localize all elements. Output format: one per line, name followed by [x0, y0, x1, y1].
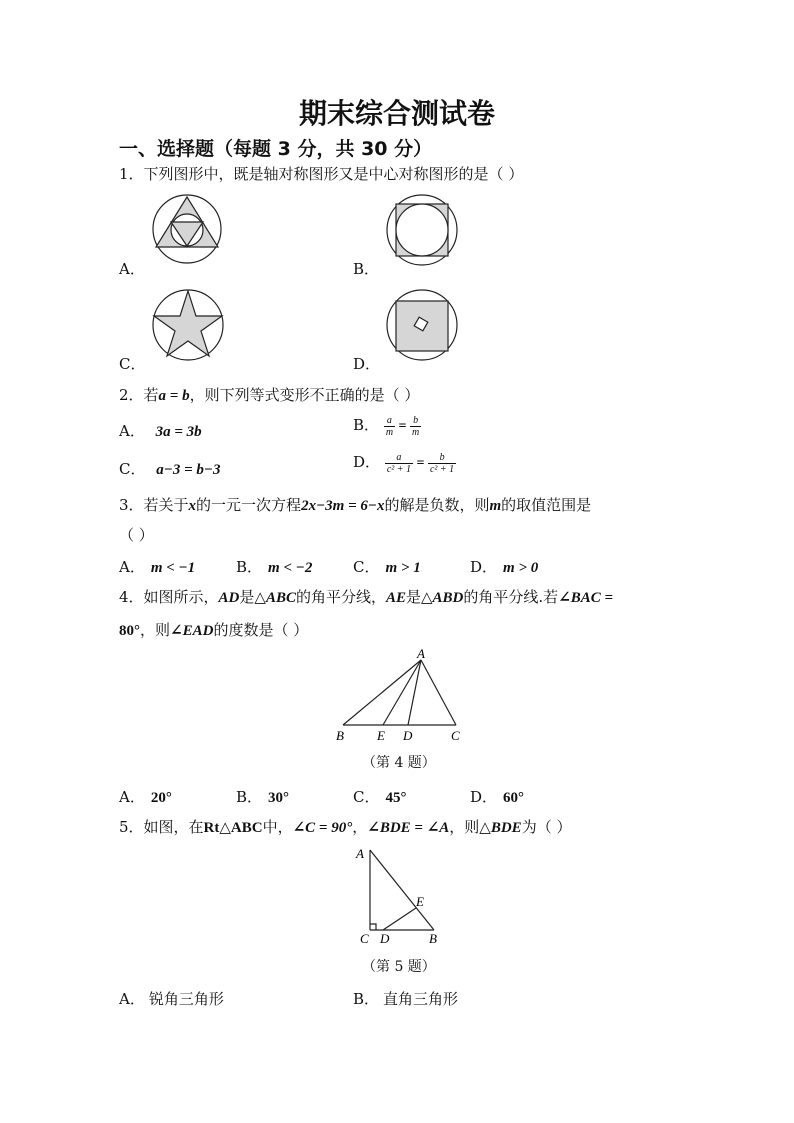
q2-option-c-label: C． [119, 460, 146, 478]
q2-option-c [119, 458, 221, 479]
q2-option-d-frac-left: $\frac{a}{\text{c² + 1}}$ [386, 451, 411, 475]
q5-point-e: E [416, 894, 424, 909]
q2-option-b: B． $\frac{a}{m}$ = $\frac{b}{m}$ [353, 414, 420, 438]
q2-option-b-frac-right: $\frac{b}{m}$ [412, 414, 420, 438]
q2-option-b-label: B． [353, 416, 380, 434]
question-1-stem: 1．下列图形中，既是轴对称图形又是中心对称图形的是（ ） [119, 165, 524, 183]
q5-option-a: A． 锐角三角形 [119, 990, 224, 1008]
q1-option-d-label: D． [353, 355, 381, 373]
q2-option-d-frac-right: $\frac{b}{\text{c² + 1}}$ [429, 451, 455, 475]
figure-square-circles [384, 194, 464, 266]
q5-point-a: A [356, 846, 364, 861]
q1-option-b-label: B． [353, 260, 380, 278]
q3-option-d: D． m > 0 [470, 558, 539, 576]
question-5-stem: 5．如图，在Rt△ABC中，∠C = 90°，∠BDE = ∠A，则△BDE为（ ） [119, 818, 572, 836]
q2-option-d-label: D． [353, 453, 381, 471]
q2-stem-pre: 2．若 [119, 386, 159, 404]
q2-option-a-math: 3a = 3b [155, 424, 202, 440]
q4-option-c: C． 45° [353, 788, 407, 806]
q2-stem-post: ，则下列等式变形不正确的是（ ） [189, 386, 420, 404]
q5-point-d: D [380, 931, 390, 946]
q3-option-a: A． m < −1 [119, 558, 196, 576]
question-4-stem-line1: 4．如图所示，AD是△ABC的角平分线，AE是△ABD的角平分线.若∠BAC = [119, 588, 614, 606]
q5-caption: （第 5 题） [362, 959, 436, 975]
q5-point-c: C [360, 931, 369, 946]
q4-point-c: C [451, 728, 460, 743]
q2-option-c-math: a−3 = b−3 [156, 462, 221, 478]
q1-option-c-label: C． [119, 355, 146, 373]
question-2-stem [119, 384, 419, 405]
question-4-stem-line2: 80°，则∠EAD的度数是（ ） [119, 621, 309, 639]
q4-point-b: B [336, 728, 344, 743]
q3-equation: 2x−3m = 6−x [301, 498, 385, 514]
question-3-paren: （ ） [119, 526, 154, 544]
q4-option-b: B． 30° [236, 788, 290, 806]
q2-option-a-label: A． [119, 422, 145, 440]
figure-star-in-circle [150, 289, 230, 361]
figure-triangle-in-circle [150, 194, 230, 264]
q2-stem-math: a = b [158, 388, 190, 404]
q2-option-b-frac-left: $\frac{a}{m}$ [385, 414, 394, 438]
q2-option-a [119, 420, 202, 441]
q1-option-a-label: A． [119, 260, 145, 278]
q3-option-b: B． m < −2 [236, 558, 313, 576]
page-title: 期末综合测试卷 [298, 97, 495, 130]
q2-option-d: D． $\frac{a}{\text{c² + 1}}$ = $\frac{b}{\text{c² + 1}}$ [353, 451, 455, 475]
section-heading: 一、选择题（每题 3 分，共 30 分） [119, 138, 433, 160]
q4-option-d: D． 60° [470, 788, 525, 806]
q4-option-a: A． 20° [119, 788, 172, 806]
q3-option-c: C． m > 1 [353, 558, 421, 576]
q4-point-e: E [377, 728, 385, 743]
q5-option-b: B． 直角三角形 [353, 990, 459, 1008]
q5-point-b: B [429, 931, 437, 946]
q4-caption: （第 4 题） [362, 755, 436, 771]
figure-q4-triangle [330, 645, 470, 745]
figure-q5-right-triangle [350, 842, 450, 950]
q4-point-a: A [417, 646, 425, 661]
q4-point-d: D [403, 728, 413, 743]
figure-square-in-circle [384, 289, 464, 361]
question-3-stem: 3．若关于x的一元一次方程2x−3m = 6−x的解是负数，则m的取值范围是 [119, 496, 592, 514]
